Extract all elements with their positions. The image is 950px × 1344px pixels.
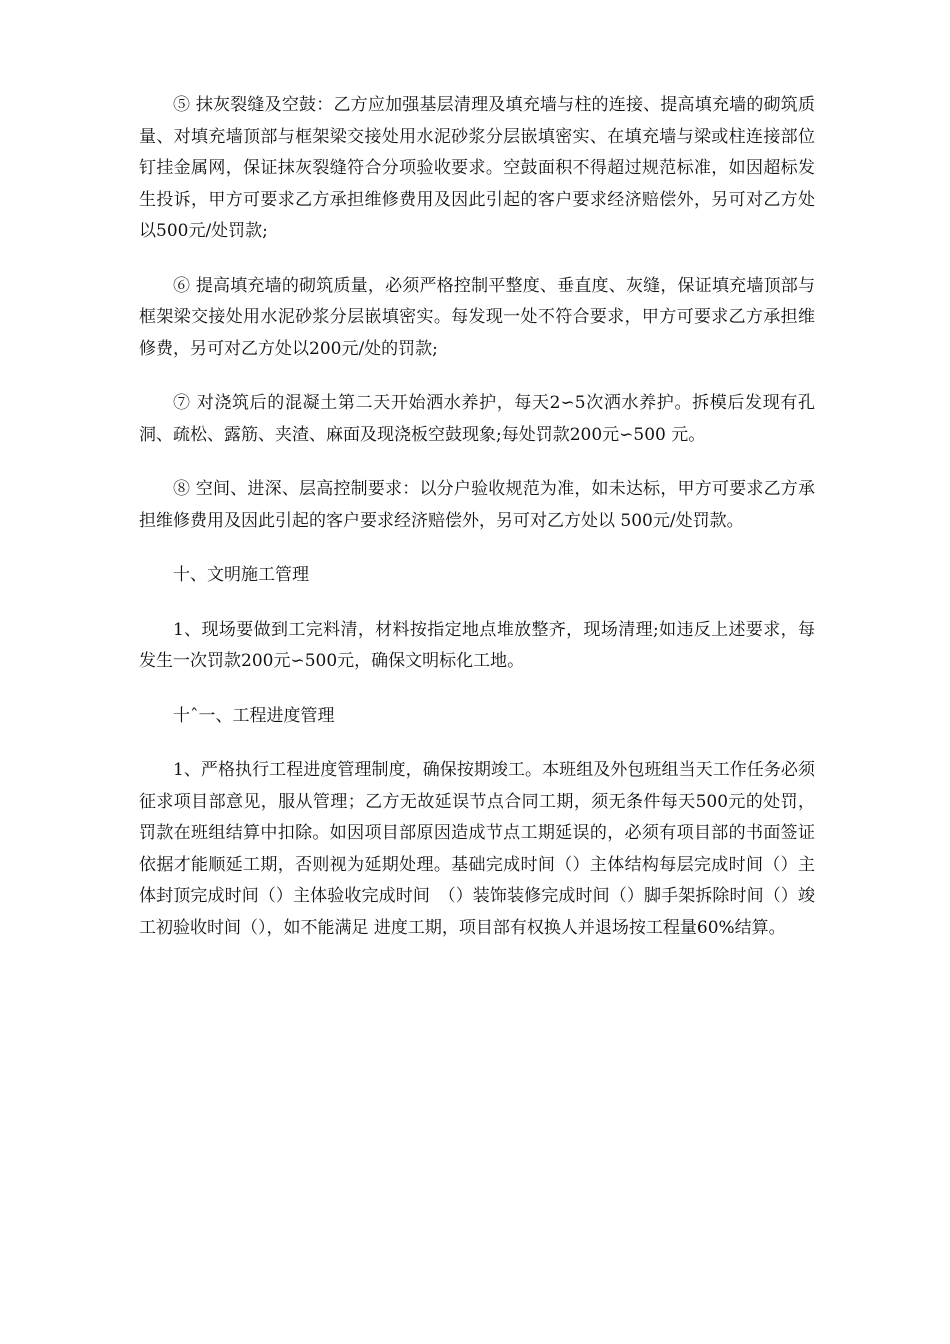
section-11-item-1: 1、严格执行工程进度管理制度，确保按期竣工。本班组及外包班组当天工作任务必须征求项目部意见，服从管理；乙方无故延误节点合同工期，须无条件每天500元的处罚，罚款在班组结算中扣除。如因项目部原因造成节点工期延误的，必须有项目部的书面签证依据才能顺延工期，否则视为延期处理。基础完成时间（）主体结构每层完成时间（）主体封顶完成时间（）主体验收完成时间 （）装饰装修完成时间（）脚手架拆除时间（）竣工初验收时间（），如不能满足 进度工期，项目部有权换人并退场按工程量60%结算。 [139, 760, 815, 938]
paragraph-gap [139, 451, 815, 474]
document-page [139, 90, 815, 944]
paragraph-gap [139, 732, 815, 755]
paragraph-item-5: ⑤ 抹灰裂缝及空鼓：乙方应加强基层清理及填充墙与柱的连接、提高填充墙的砌筑质量、对填充墙顶部与框架梁交接处用水泥砂浆分层嵌填密实、在填充墙与梁或柱连接部位钉挂金属网，保证抹灰裂缝符合分项验收要求。空鼓面积不得超过规范标准，如因超标发生投诉，甲方可要求乙方承担维修费用及因此引起的客户要求经济赔偿外，另可对乙方处以500元/处罚款; [139, 95, 815, 241]
paragraph-gap [139, 248, 815, 271]
paragraph-gap [139, 678, 815, 701]
paragraph-item-8: ⑧ 空间、进深、层高控制要求：以分户验收规范为准，如未达标，甲方可要求乙方承担维修费用及因此引起的客户要求经济赔偿外，另可对乙方处以 500元/处罚款。 [139, 479, 815, 531]
paragraph-item-7: ⑦ 对浇筑后的混凝土第二天开始洒水养护，每天2∽5次洒水养护。拆模后发现有孔洞、疏松、露筋、夹渣、麻面及现浇板空鼓现象;每处罚款200元∽500 元。 [139, 393, 815, 445]
paragraph-item-6: ⑥ 提高填充墙的砌筑质量，必须严格控制平整度、垂直度、灰缝，保证填充墙顶部与框架梁交接处用水泥砂浆分层嵌填密实。每发现一处不符合要求，甲方可要求乙方承担维修费，另可对乙方处以200元/处的罚款; [139, 275, 815, 359]
paragraph-gap [139, 592, 815, 615]
section-10-heading: 十、文明施工管理 [173, 565, 309, 585]
paragraph-gap [139, 365, 815, 388]
section-10-item-1: 1、现场要做到工完料清，材料按指定地点堆放整齐，现场清理;如违反上述要求，每发生一次罚款200元∽500元，确保文明标化工地。 [139, 619, 815, 671]
section-11-heading: 十ˆ一、工程进度管理 [173, 705, 335, 726]
paragraph-gap [139, 537, 815, 560]
